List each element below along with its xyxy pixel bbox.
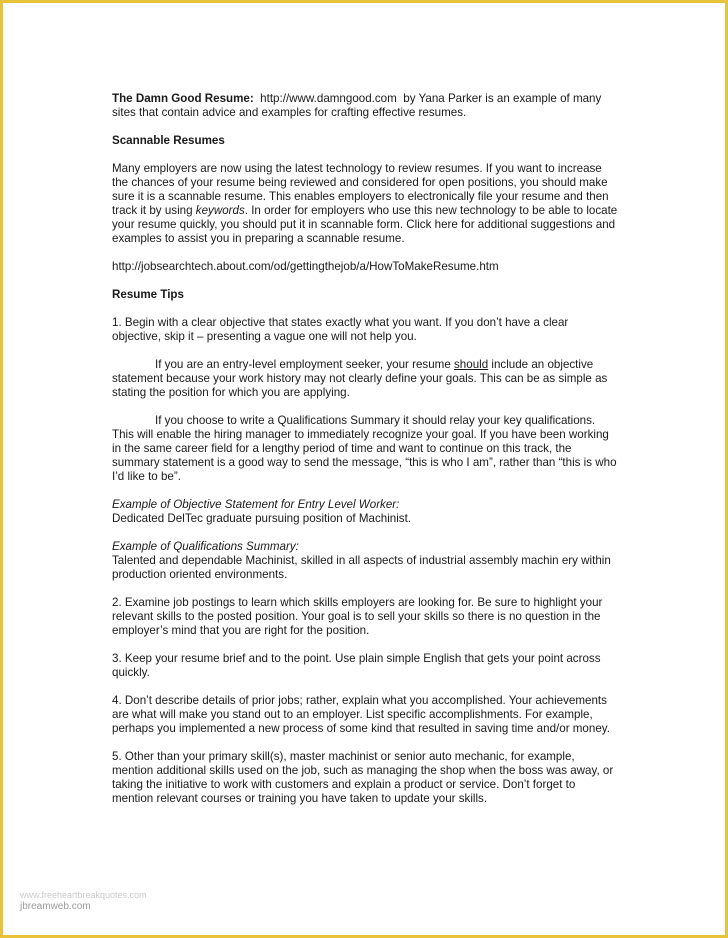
watermark-line-1: www.freeheartbreakquotes.com [20, 890, 147, 900]
tip-5: 5. Other than your primary skill(s), master machinist or senior auto mechanic, for example, mention additional skills used on the job, such as managing the shop when the boss was away, or taking the initiative to work with customers and explain a product or service. Don’t forget to mention relevant courses or training you have taken to update your skills. [112, 750, 614, 805]
example-1-label: Example of Objective Statement for Entry Level Worker: [112, 498, 400, 511]
tip-3: 3. Keep your resume brief and to the point. Use plain simple English that gets your point across quickly. [112, 652, 601, 679]
tip-2: 2. Examine job postings to learn which skills employers are looking for. Be sure to highlight your relevant skills to the posted position. Your goal is to sell your skills so there is no question in the employer’s mind that you are right for the position. [112, 596, 603, 637]
example-1-text: Dedicated DelTec graduate pursuing position of Machinist. [112, 512, 412, 525]
tips-heading: Resume Tips [112, 288, 184, 301]
intro-text: by Yana Parker is an example of many sites that contain advice and examples for crafting effective resumes. [112, 92, 602, 119]
document-body [112, 92, 618, 806]
example-2-label: Example of Qualifications Summary: [112, 540, 299, 553]
scannable-paragraph [112, 162, 618, 246]
should-term: should [454, 358, 489, 371]
watermark-line-2: jbreamweb.com [20, 901, 91, 912]
intro-title: The Damn Good Resume: [112, 92, 254, 105]
scannable-text-2: . In order for employers who use this new technology to be able to locate your resume quickly, you should put it in scannable form. Click here for additional suggestions and examples to assist you in preparing a scannable resume. [112, 204, 618, 245]
tip-4: 4. Don’t describe details of prior jobs; rather, explain what you accomplished. Your achievements are what will make you stand out to an employer. List specific accomplishments. For example, perhaps you implemented a new process of some kind that resulted in saving time and/or money. [112, 694, 610, 735]
intro-url[interactable]: http://www.damngood.com [260, 92, 397, 105]
scannable-text-1: Many employers are now using the latest technology to review resumes. If you want to increase the chances of your resume being reviewed and considered for open positions, you should make sure it is a scannable resume. This enables employers to electronically file your resume and then track it by using [112, 162, 609, 217]
example-2-text: Talented and dependable Machinist, skilled in all aspects of industrial assembly machin ery within production oriented environments. [112, 554, 611, 581]
entry-text-b: include an objective statement because your work history may not clearly define your goals. This can be as simple as stating the position for which you are applying. [112, 358, 608, 399]
intro-paragraph [112, 92, 618, 120]
tip-1: 1. Begin with a clear objective that states exactly what you want. If you don’t have a clear objective, skip it – presenting a vague one will not help you. [112, 316, 569, 343]
tip-1-qualifications: If you choose to write a Qualifications Summary it should relay your key qualifications. This will enable the hiring manager to immediately recognize your goal. If you have been working in the same career field for a lengthy period of time and want to continue on this track, the summary statement is a good way to send the message, “this is who I am”, rather than “this is who I’d like to be”. [112, 414, 617, 483]
watermark [20, 890, 147, 912]
scannable-link[interactable]: http://jobsearchtech.about.com/od/gettingthejob/a/HowToMakeResume.htm [112, 260, 499, 273]
scannable-heading: Scannable Resumes [112, 134, 225, 147]
keywords-term: keywords [195, 204, 245, 217]
entry-text-a: If you are an entry-level employment seeker, your resume [155, 358, 454, 371]
tip-1-entry-level [112, 358, 618, 400]
